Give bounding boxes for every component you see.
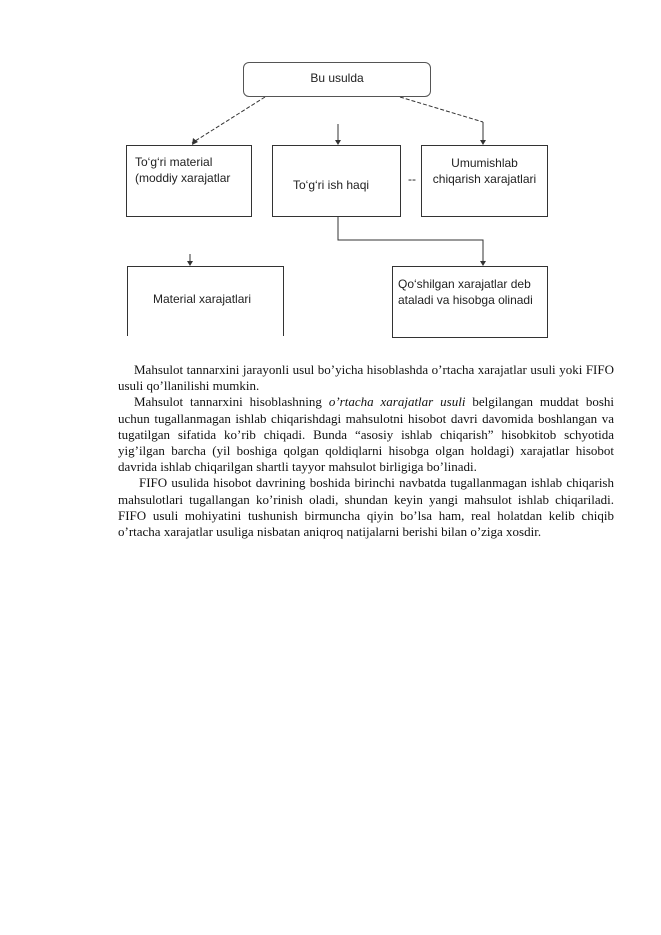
material-costs-box [127, 266, 284, 336]
paragraph-2-start: Mahsulot tannarxini hisoblashning [134, 394, 329, 410]
paragraph-2 [118, 394, 614, 475]
overhead-box [421, 145, 548, 217]
arrow-root-to-material [192, 97, 265, 143]
root-label: Bu usulda [310, 71, 364, 85]
root-box [243, 62, 431, 97]
separator-dash: -- [408, 172, 416, 186]
added-costs-box [392, 266, 548, 338]
overhead-line1: Umumishlab [451, 156, 518, 170]
overhead-line2: chiqarish xarajatlari [432, 172, 537, 186]
arrow-wages-to-added [338, 217, 483, 264]
direct-wages-box [272, 145, 401, 217]
arrowhead-material [192, 138, 198, 145]
body-text [118, 362, 614, 540]
added-costs-line1: Qo‘shilgan xarajatlar deb [398, 277, 531, 291]
arrow-root-to-overhead [400, 97, 483, 122]
paragraph-2-emphasis: o’rtacha xarajatlar usuli [328, 394, 466, 410]
added-costs-line2: ataladi va hisobga olinadi [398, 293, 533, 307]
direct-material-line1: To‘g‘ri material [135, 155, 213, 169]
direct-wages-label: To‘g‘ri ish haqi [293, 178, 370, 192]
flow-diagram [0, 0, 661, 345]
material-costs-label: Material xarajatlari [153, 292, 252, 306]
paragraph-2-end: belgilangan muddat boshi uchun tugallanmagan ishlab chiqarishdagi mahsulotni hisobot davri davomida boshlangan va tugatilgan sifatida ko’rib chiqadi. Bunda “asosiy ishlab chiqarish” hisobkitob schyotida yig’ilgan barcha (yil boshiga qolgan qoldiqlarni hisobga olgan holdagi) xarajatlar hisobot davrida ishlab chiqarilgan shartli tayyor mahsulot birligiga bo’linadi. [118, 394, 615, 475]
paragraph-3: FIFO usulida hisobot davrining boshida birinchi navbatda tugallanmagan ishlab chiqarish mahsulotlari tugallangan ko’rinish oladi, shundan keyin yangi mahsulot ishlab chiqariladi. FIFO usuli mohiyatini tushunish birmuncha qiyin bo’lsa ham, real holatdan kelib chiqib o’rtacha xarajatlar usuliga nisbatan aniqroq natijalarni berishi bilan o’ziga xosdir. [118, 475, 614, 540]
direct-material-line2: (moddiy xarajatlar [135, 171, 231, 185]
paragraph-1: Mahsulot tannarxini jarayonli usul bo’yicha hisoblashda o’rtacha xarajatlar usuli yoki FIFO usuli qo’llanilishi mumkin. [118, 362, 614, 394]
direct-material-box [126, 145, 252, 217]
